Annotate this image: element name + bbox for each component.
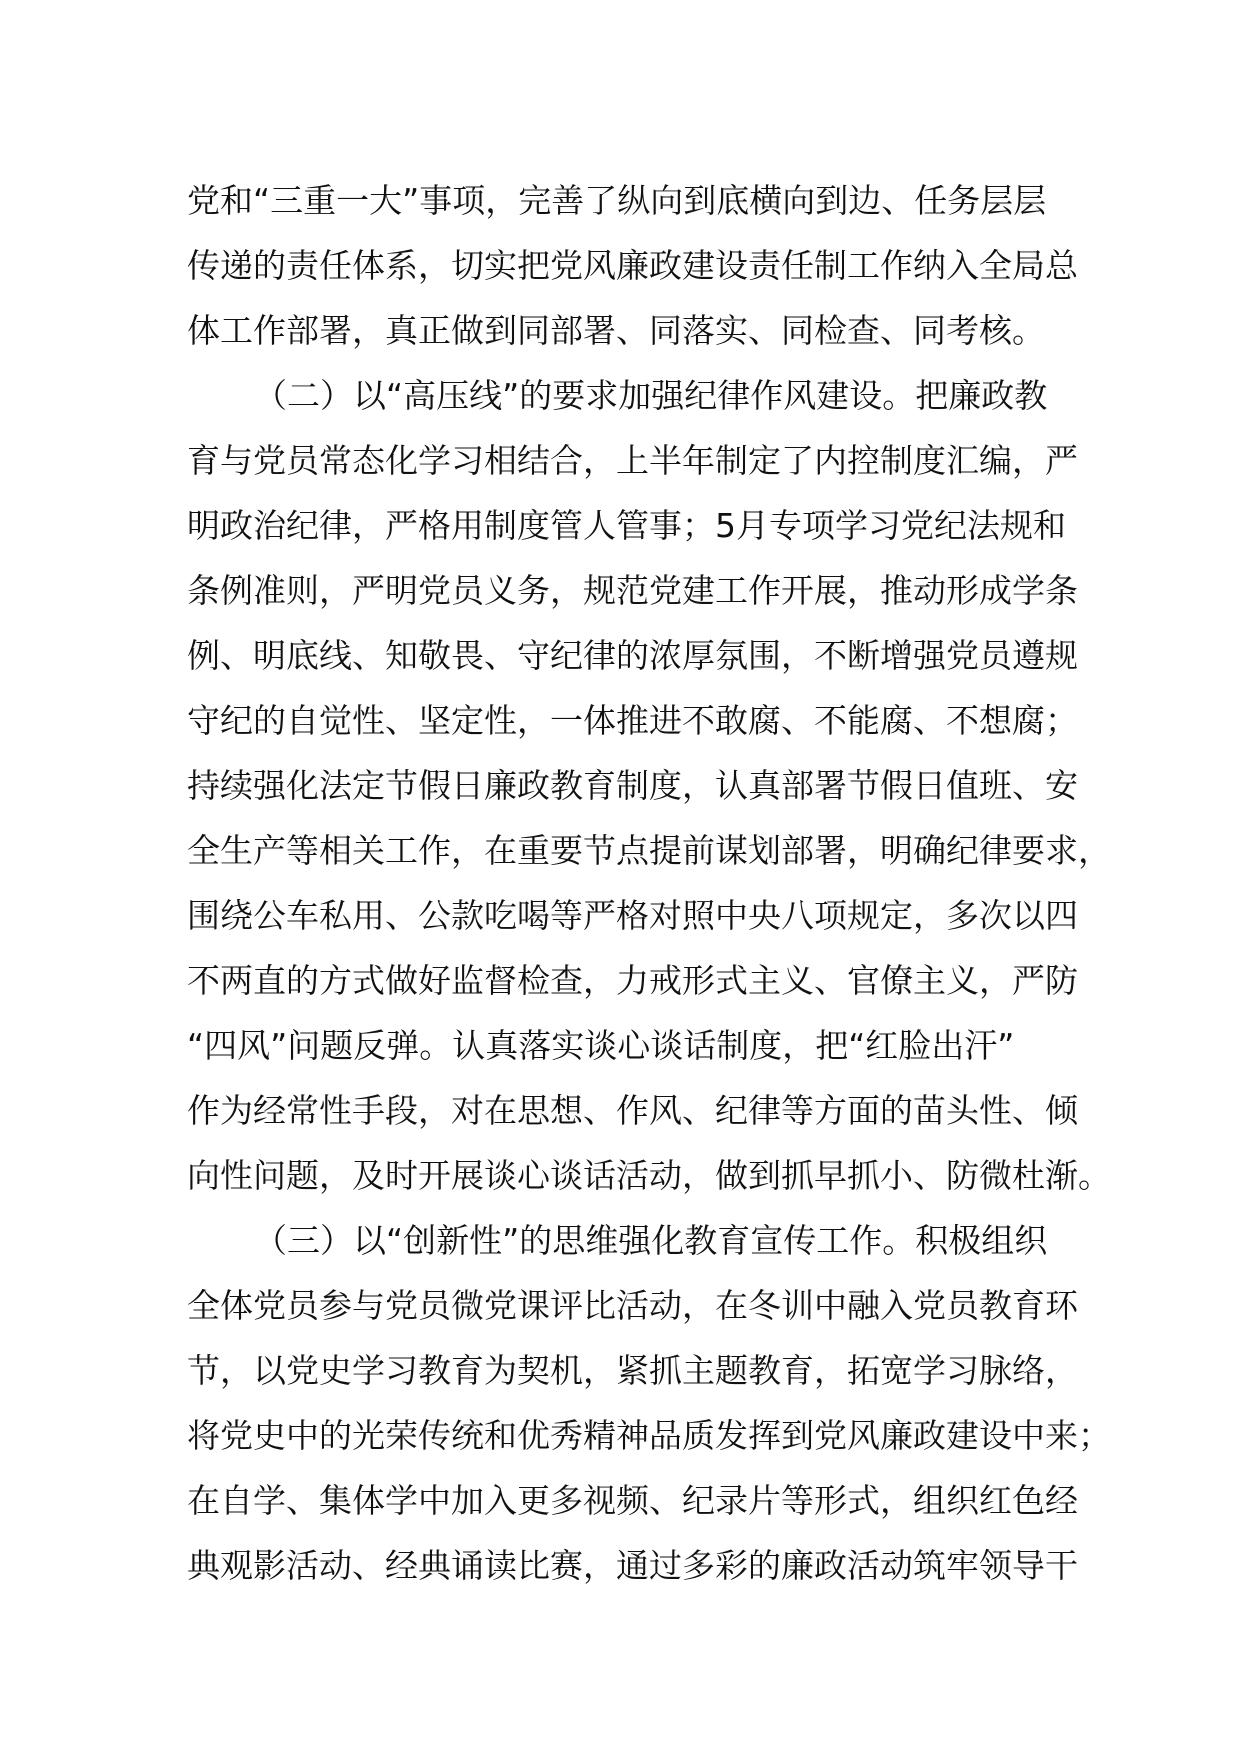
text-line: 不两直的方式做好监督检查，力戒形式主义、官僚主义，严防 — [187, 961, 1078, 1000]
section-heading-line: （二）以“高压线”的要求加强纪律作风建设。把廉政教 — [254, 376, 1048, 415]
section-heading-line: （三）以“创新性”的思维强化教育宣传工作。积极组织 — [254, 1221, 1048, 1260]
body-text — [187, 168, 1111, 1598]
text-line: 党和“三重一大”事项，完善了纵向到底横向到边、任务层层 — [187, 181, 1047, 220]
text-line: 例、明底线、知敬畏、守纪律的浓厚氛围，不断增强党员遵规 — [187, 636, 1078, 675]
text-line: 条例准则，严明党员义务，规范党建工作开展，推动形成学条 — [187, 571, 1078, 610]
text-line: 持续强化法定节假日廉政教育制度，认真部署节假日值班、安 — [187, 766, 1078, 805]
text-line: 将党史中的光荣传统和优秀精神品质发挥到党风廉政建设中来； — [187, 1416, 1111, 1455]
text-line: 全生产等相关工作，在重要节点提前谋划部署，明确纪律要求， — [187, 831, 1111, 870]
text-line: 明政治纪律，严格用制度管人管事；5月专项学习党纪法规和 — [187, 506, 1066, 545]
text-line: 体工作部署，真正做到同部署、同落实、同检查、同考核。 — [187, 311, 1045, 350]
text-line: 在自学、集体学中加入更多视频、纪录片等形式，组织红色经 — [187, 1481, 1078, 1520]
text-line: 围绕公车私用、公款吃喝等严格对照中央八项规定，多次以四 — [187, 896, 1078, 935]
text-line: 传递的责任体系，切实把党风廉政建设责任制工作纳入全局总 — [187, 246, 1078, 285]
text-line: “四风”问题反弹。认真落实谈心谈话制度，把“红脸出汗” — [187, 1026, 1015, 1065]
text-line: 全体党员参与党员微党课评比活动，在冬训中融入党员教育环 — [187, 1286, 1078, 1325]
text-line: 节，以党史学习教育为契机，紧抓主题教育，拓宽学习脉络， — [187, 1351, 1078, 1390]
text-line: 典观影活动、经典诵读比赛，通过多彩的廉政活动筑牢领导干 — [187, 1546, 1078, 1585]
text-line: 向性问题，及时开展谈心谈话活动，做到抓早抓小、防微杜渐。 — [187, 1156, 1111, 1195]
text-line: 守纪的自觉性、坚定性，一体推进不敢腐、不能腐、不想腐； — [187, 701, 1078, 740]
text-line: 育与党员常态化学习相结合，上半年制定了内控制度汇编，严 — [187, 441, 1078, 480]
text-line: 作为经常性手段，对在思想、作风、纪律等方面的苗头性、倾 — [187, 1091, 1078, 1130]
